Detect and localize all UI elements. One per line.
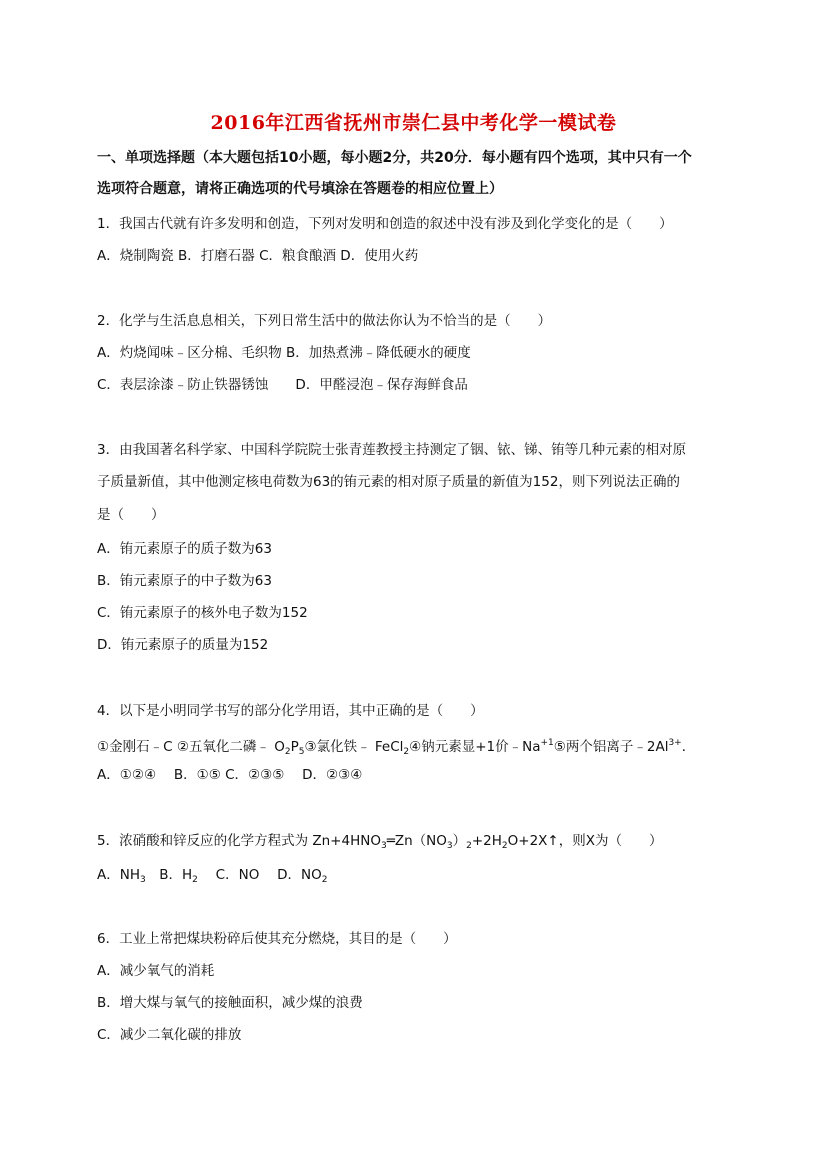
q4-items: ①金刚石﹣C ②五氧化二磷﹣ $O_2P_5③$氯化铁﹣ FeCl$_2$④钠元素显+1价$﹣Na^{+1}⑤$两个铝离子$﹣2Al^{3+}$． (97, 738, 696, 757)
q3-option-a: A．铕元素原子的质子数为63 (97, 541, 272, 557)
q3-option-d: D．铕元素原子的质量为152 (97, 637, 269, 653)
q6-option-c: C．减少二氧化碳的排放 (97, 1027, 242, 1043)
q6-stem: 6．工业上常把煤块粉碎后使其充分燃烧，其目的是（ ） (97, 931, 457, 947)
q3-option-c: C．铕元素原子的核外电子数为152 (97, 605, 308, 621)
q6-option-b: B．增大煤与氧气的接触面积，减少煤的浪费 (97, 995, 363, 1011)
section-instruction-line-1: 一、单项选择题（本大题包括10小题，每小题2分，共20分．每小题有四个选项，其中只有一个 (97, 150, 692, 166)
q1-stem: 1．我国古代就有许多发明和创造，下列对发明和创造的叙述中没有涉及到化学变化的是（ ） (97, 216, 673, 232)
q3-stem-line-1: 3．由我国著名科学家、中国科学院院士张青莲教授主持测定了铟、铱、锑、铕等几种元素的相对原 (97, 442, 687, 458)
q3-stem-line-2: 子质量新值，其中他测定核电荷数为63的铕元素的相对原子质量的新值为152，则下列说法正确的 (97, 474, 680, 490)
q5-options: A．$NH_3$ B．$H_2$ C．NO D．$NO_2$ (97, 867, 328, 885)
q3-stem-line-3: 是（ ） (97, 507, 165, 523)
q3-option-b: B．铕元素原子的中子数为63 (97, 573, 272, 589)
q2-options-ab: A．灼烧闻味﹣区分棉、毛织物 B．加热煮沸﹣降低硬水的硬度 (97, 345, 471, 361)
q6-option-a: A．减少氧气的消耗 (97, 963, 215, 979)
q2-options-cd: C．表层涂漆﹣防止铁器锈蚀 D．甲醛浸泡﹣保存海鲜食品 (97, 377, 468, 393)
q2-stem: 2．化学与生活息息相关，下列日常生活中的做法你认为不恰当的是（ ） (97, 313, 552, 329)
q1-options: A．烧制陶瓷 B．打磨石器 C．粮食酿酒 D．使用火药 (97, 248, 419, 264)
q4-stem: 4．以下是小明同学书写的部分化学用语，其中正确的是（ ） (97, 703, 484, 719)
q5-stem: 5．浓硝酸和锌反应的化学方程式为 $Zn+4HNO_3═Zn(NO_3)_2+2H_2O+2X↑$，则X为（ ） (97, 833, 663, 851)
q4-options: A．①②④ B．①⑤ C．②③⑤ D．②③④ (97, 767, 363, 783)
exam-title: 2016年江西省抚州市崇仁县中考化学一模试卷 (210, 112, 617, 134)
section-instruction-line-2: 选项符合题意，请将正确选项的代号填涂在答题卷的相应位置上） (97, 181, 503, 197)
